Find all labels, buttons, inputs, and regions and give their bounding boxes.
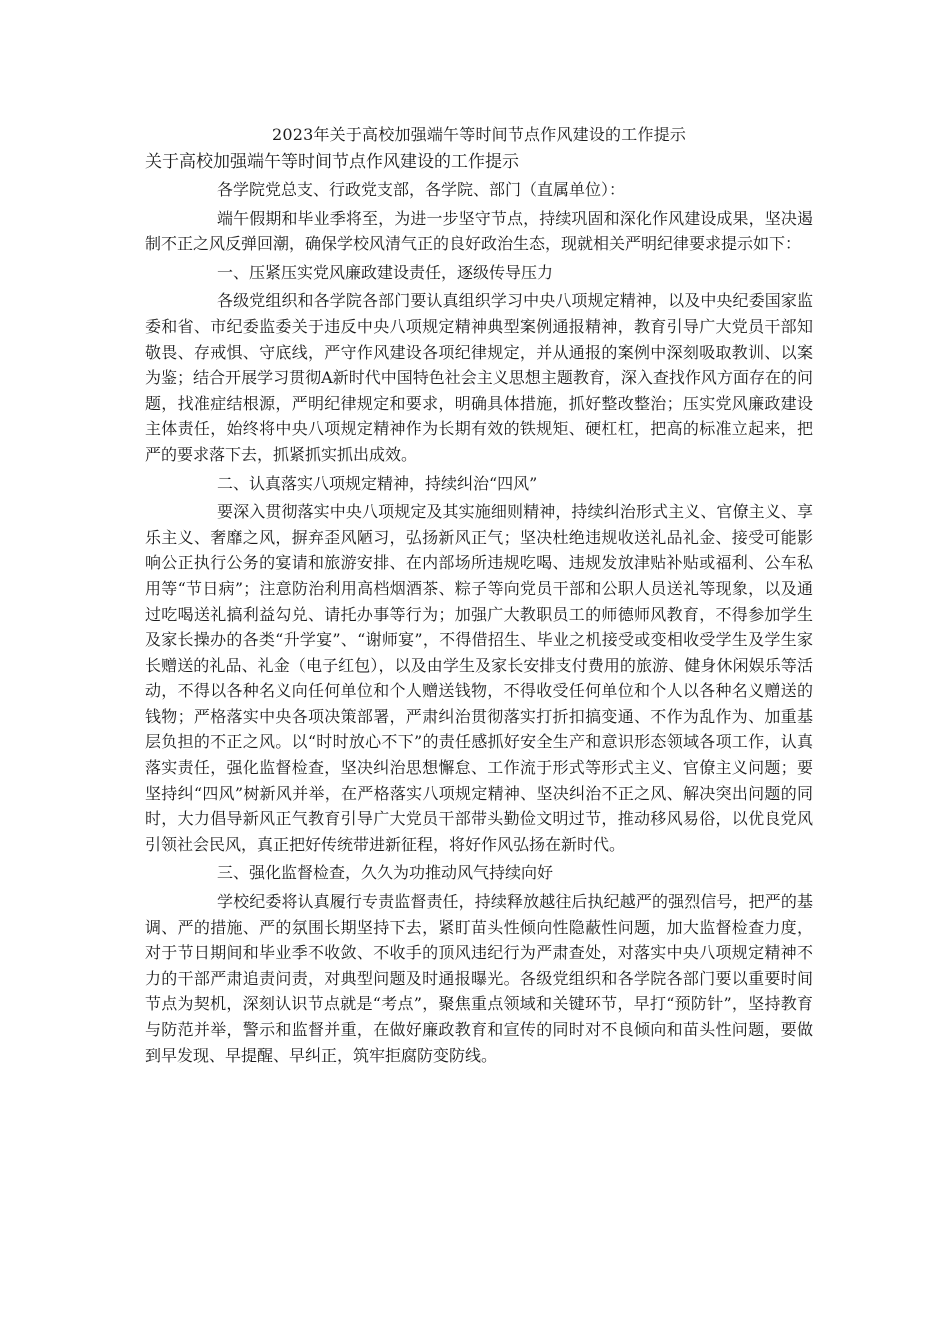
section-body-3: 学校纪委将认真履行专责监督责任，持续释放越往后执纪越严的强烈信号，把严的基调、严的措施、严的氛围长期坚持下去，紧盯苗头性倾向性隐蔽性问题，加大监督检查力度，对于节日期间和毕业季不收敛、不收手的顶风违纪行为严肃查处，对落实中央八项规定精神不力的干部严肃追责问责，对典型问题及时通报曝光。各级党组织和各学院各部门要以重要时间节点为契机，深刻认识节点就是“考点”，聚焦重点领域和关键环节，早打“预防针”，坚持教育与防范并举，警示和监督并重，在做好廉政教育和宣传的同时对不良倾向和苗头性问题，要做到早发现、早提醒、早纠正，筑牢拒腐防变防线。 <box>145 892 813 1065</box>
section-body-1: 各级党组织和各学院各部门要认真组织学习中央八项规定精神，以及中央纪委国家监委和省、市纪委监委关于违反中央八项规定精神典型案例通报精神，教育引导广大党员干部知敬畏、存戒惧、守底线，严守作风建设各项纪律规定，并从通报的案例中深刻吸取教训、以案为鉴；结合开展学习贯彻A新时代中国特色社会主义思想主题教育，深入查找作风方面存在的问题，找准症结根源，严明纪律规定和要求，明确具体措施，抓好整改整治；压实党风廉政建设主体责任，始终将中央八项规定精神作为长期有效的铁规矩、硬杠杠，把高的标准立起来，把严的要求落下去，抓紧抓实抓出成效。 <box>145 291 813 464</box>
section-heading-1: 一、压紧压实党风廉政建设责任，逐级传导压力 <box>217 262 554 282</box>
section-heading-3: 三、强化监督检查，久久为功推动风气持续向好 <box>217 863 554 883</box>
document-title: 2023年关于高校加强端午等时间节点作风建设的工作提示 <box>271 125 687 144</box>
intro-paragraph: 端午假期和毕业季将至，为进一步坚守节点，持续巩固和深化作风建设成果，坚决遏制不正之风反弹回潮，确保学校风清气正的良好政治生态，现就相关严明纪律要求提示如下： <box>145 208 813 254</box>
document-subtitle: 关于高校加强端午等时间节点作风建设的工作提示 <box>145 152 519 172</box>
document-page <box>145 124 813 1071</box>
salutation: 各学院党总支、行政党支部，各学院、部门（直属单位）： <box>217 180 626 199</box>
section-body-2: 要深入贯彻落实中央八项规定及其实施细则精神，持续纠治形式主义、官僚主义、享乐主义、奢靡之风，摒弃歪风陋习，弘扬新风正气；坚决杜绝违规收送礼品礼金、接受可能影响公正执行公务的宴请和旅游安排、在内部场所违规吃喝、违规发放津贴补贴或福利、公车私用等“节日病”；注意防治利用高档烟酒茶、粽子等向党员干部和公职人员送礼等现象，以及通过吃喝送礼搞利益勾兑、请托办事等行为；加强广大教职员工的师德师风教育，不得参加学生及家长操办的各类“升学宴”、“谢师宴”，不得借招生、毕业之机接受或变相收受学生及学生家长赠送的礼品、礼金（电子红包），以及由学生及家长安排支付费用的旅游、健身休闲娱乐等活动，不得以各种名义向任何单位和个人赠送钱物，不得收受任何单位和个人以各种名义赠送的钱物；严格落实中央各项决策部署，严肃纠治贯彻落实打折扣搞变通、不作为乱作为、加重基层负担的不正之风。以“时时放心不下”的责任感抓好安全生产和意识形态领域各项工作，认真落实责任，强化监督检查，坚决纠治思想懈怠、工作流于形式等形式主义、官僚主义问题；要坚持纠“四风”树新风并举，在严格落实八项规定精神、坚决纠治不正之风、解决突出问题的同时，大力倡导新风正气教育引导广大党员干部带头勤俭文明过节，推动移风易俗，以优良党风引领社会民风，真正把好传统带进新征程，将好作风弘扬在新时代。 <box>145 502 813 854</box>
section-heading-2: 二、认真落实八项规定精神，持续纠治“四风” <box>217 473 538 493</box>
